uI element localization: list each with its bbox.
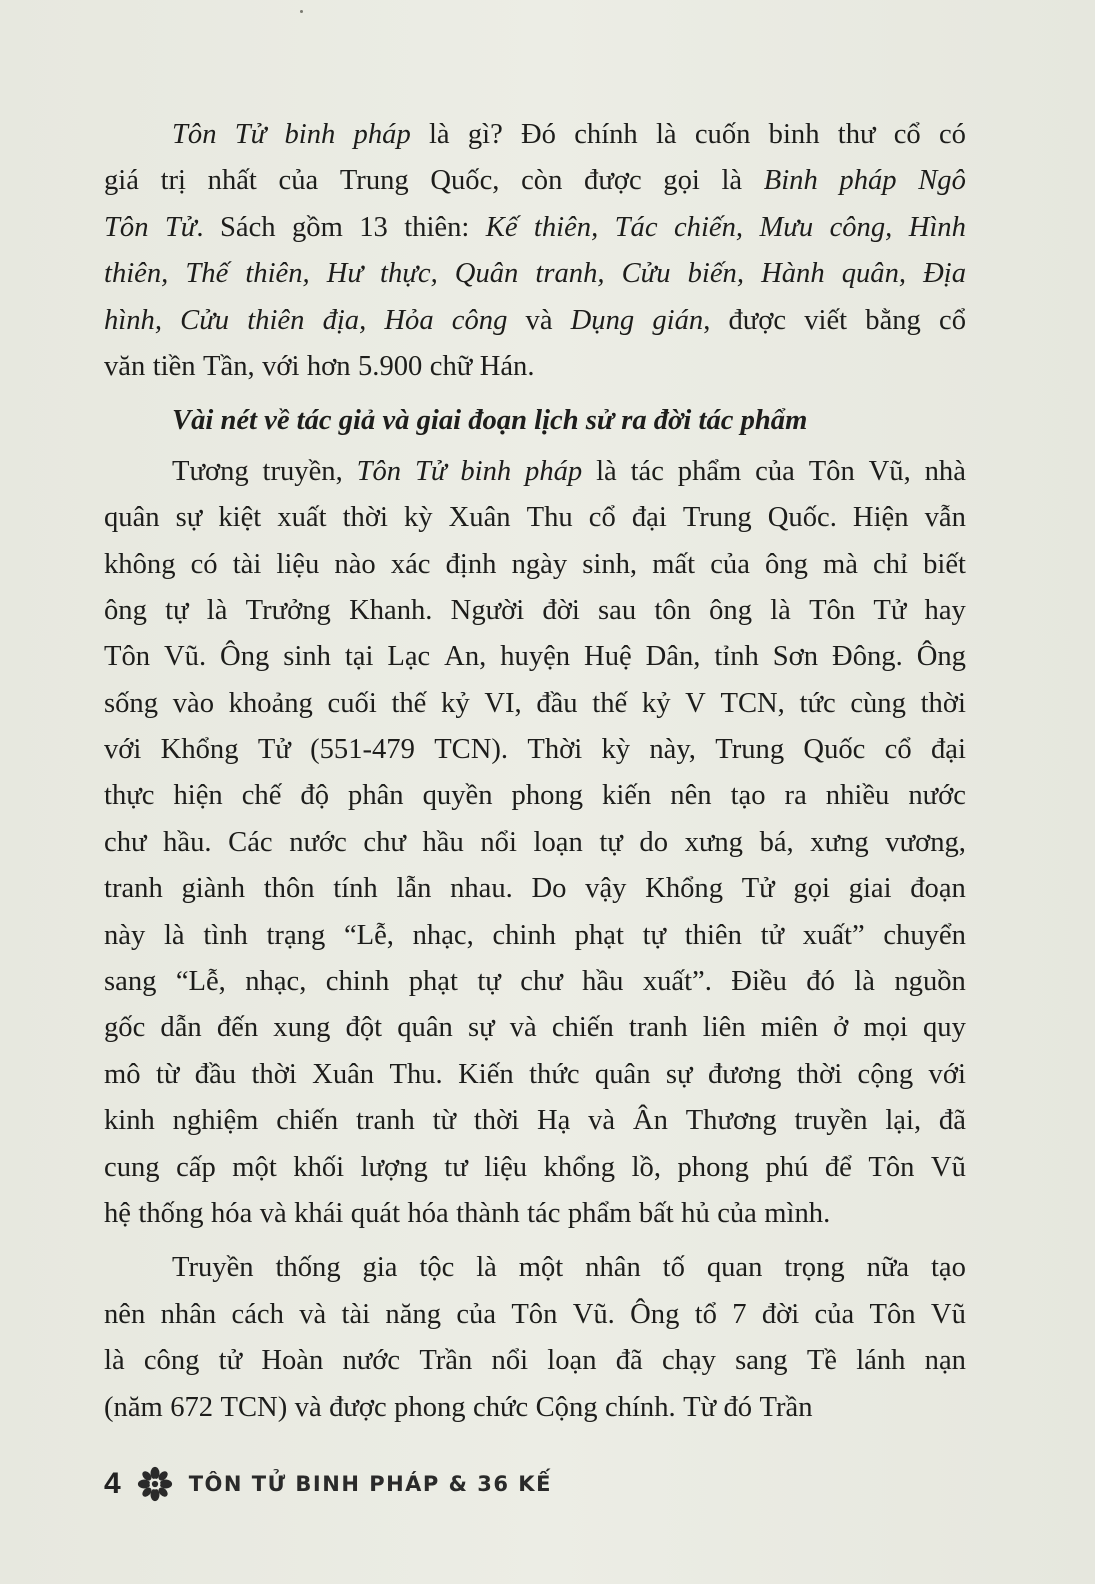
- text-line: là công tử Hoàn nước Trần nổi loạn đã chạy sang Tề lánh nạn: [104, 1345, 966, 1377]
- text-line: Tôn Tử binh pháp là gì? Đó chính là cuốn binh thư cổ có: [172, 119, 966, 150]
- text-line: hình, Cửu thiên địa, Hỏa công và Dụng gián, được viết bằng cổ: [104, 304, 966, 336]
- text-line: (năm 672 TCN) và được phong chức Cộng chính. Từ đó Trần: [104, 1391, 813, 1423]
- text-line: sống vào khoảng cuối thế kỷ VI, đầu thế kỷ V TCN, tức cùng thời: [104, 687, 966, 719]
- body-text: [104, 112, 966, 1431]
- text-line: thực hiện chế độ phân quyền phong kiến nên tạo ra nhiều nước: [104, 780, 966, 812]
- text-line: cung cấp một khối lượng tư liệu khổng lồ, phong phú để Tôn Vũ: [104, 1151, 966, 1183]
- text-line: Tôn Tử. Sách gồm 13 thiên: Kế thiên, Tác chiến, Mưu công, Hình: [104, 211, 966, 243]
- text-line: giá trị nhất của Trung Quốc, còn được gọi là Binh pháp Ngô: [104, 165, 966, 197]
- text-line: tranh giành thôn tính lẫn nhau. Do vậy Khổng Tử gọi giai đoạn: [104, 873, 966, 905]
- text-line: chư hầu. Các nước chư hầu nổi loạn tự do xưng bá, xưng vương,: [104, 826, 966, 858]
- page-footer: [104, 1466, 552, 1502]
- section-heading: Vài nét về tác giả và giai đoạn lịch sử ra đời tác phẩm: [172, 405, 808, 437]
- text-line: ông tự là Trưởng Khanh. Người đời sau tôn ông là Tôn Tử hay: [104, 594, 966, 626]
- text-line: kinh nghiệm chiến tranh từ thời Hạ và Ân Thương truyền lại, đã: [104, 1105, 966, 1137]
- text-line: Tương truyền, Tôn Tử binh pháp là tác phẩm của Tôn Vũ, nhà: [172, 455, 966, 487]
- running-title: TÔN TỬ BINH PHÁP & 36 KẾ: [188, 1472, 552, 1496]
- text-line: không có tài liệu nào xác định ngày sinh, mất của ông mà chỉ biết: [104, 548, 966, 580]
- text-line: văn tiền Tần, với hơn 5.900 chữ Hán.: [104, 350, 535, 382]
- text-line: thiên, Thế thiên, Hư thực, Quân tranh, Cửu biến, Hành quân, Địa: [104, 258, 966, 290]
- text-line: nên nhân cách và tài năng của Tôn Vũ. Ông tổ 7 đời của Tôn Vũ: [104, 1298, 966, 1330]
- text-line: quân sự kiệt xuất thời kỳ Xuân Thu cổ đại Trung Quốc. Hiện vẫn: [104, 502, 966, 534]
- text-line: sang “Lễ, nhạc, chinh phạt tự chư hầu xuất”. Điều đó là nguồn: [104, 966, 966, 998]
- text-line: hệ thống hóa và khái quát hóa thành tác phẩm bất hủ của mình.: [104, 1197, 831, 1229]
- text-line: gốc dẫn đến xung đột quân sự và chiến tranh liên miên ở mọi quy: [104, 1012, 966, 1044]
- text-line: Truyền thống gia tộc là một nhân tố quan trọng nữa tạo: [172, 1252, 966, 1284]
- text-line: này là tình trạng “Lễ, nhạc, chinh phạt tự thiên tử xuất” chuyển: [104, 919, 966, 951]
- flower-ornament-icon: [137, 1466, 173, 1502]
- text-line: với Khổng Tử (551-479 TCN). Thời kỳ này, Trung Quốc cổ đại: [104, 734, 966, 766]
- page-number: 4: [104, 1467, 121, 1500]
- text-line: mô từ đầu thời Xuân Thu. Kiến thức quân sự đương thời cộng với: [104, 1058, 966, 1090]
- text-line: Tôn Vũ. Ông sinh tại Lạc An, huyện Huệ Dân, tỉnh Sơn Đông. Ông: [104, 641, 966, 673]
